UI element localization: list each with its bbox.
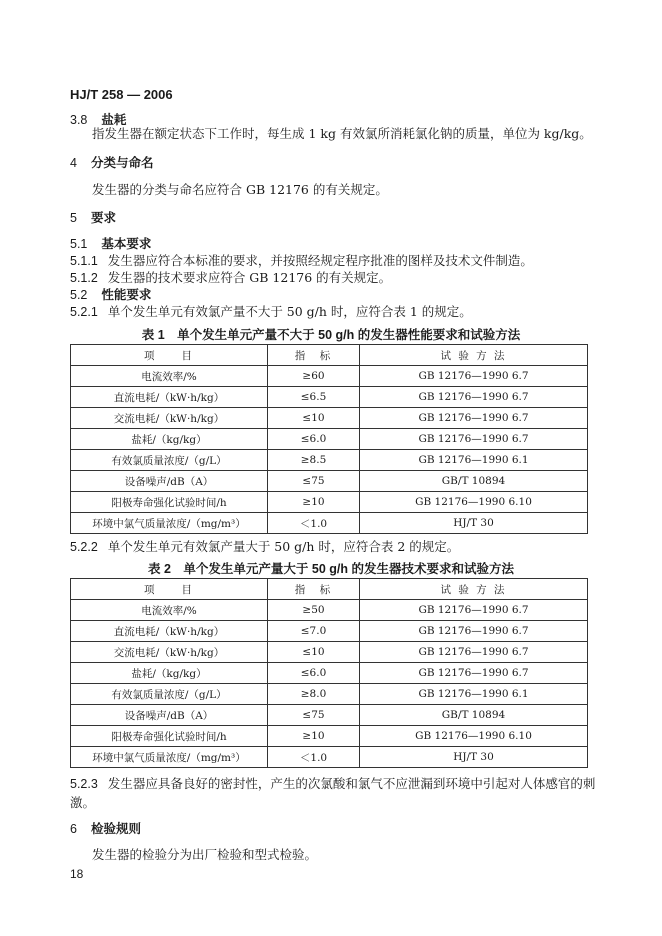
section-3-8-text: 指发生器在额定状态下工作时，每生成 1 kg 有效氯所消耗氯化钠的质量，单位为 kg/kg。 (92, 126, 592, 141)
method-cell: GB/T 10894 (360, 705, 588, 726)
section-text: 发生器应符合本标准的要求，并按照经规定程序批准的图样及技术文件制造。 (107, 253, 533, 268)
section-5-2-2 (70, 537, 459, 555)
section-title: 要求 (90, 211, 116, 225)
section-number: 5.1.1 (70, 254, 98, 268)
table-row (71, 366, 588, 387)
method-cell: GB 12176—1990 6.7 (360, 600, 588, 621)
value-cell: ＜1.0 (268, 747, 360, 768)
item-cell: 有效氯质量浓度/（g/L） (71, 684, 268, 705)
section-5-2-3 (70, 774, 595, 792)
item-cell: 盐耗/（kg/kg） (71, 429, 268, 450)
method-cell: GB 12176—1990 6.1 (360, 684, 588, 705)
item-cell: 电流效率/% (71, 600, 268, 621)
page-number: 18 (70, 867, 84, 881)
table-header-row (71, 345, 588, 366)
method-cell: GB 12176—1990 6.10 (360, 726, 588, 747)
value-cell: ＜1.0 (268, 513, 360, 534)
section-number: 5.2.3 (70, 777, 98, 791)
table-row (71, 387, 588, 408)
section-5-2-1 (70, 302, 472, 320)
item-cell: 直流电耗/（kW·h/kg） (71, 621, 268, 642)
item-cell: 阳极寿命强化试验时间/h (71, 726, 268, 747)
table-row (71, 471, 588, 492)
table-row (71, 450, 588, 471)
table-row (71, 642, 588, 663)
section-number: 4 (70, 156, 77, 170)
value-cell: ≤75 (268, 705, 360, 726)
table-row (71, 705, 588, 726)
method-cell: GB 12176—1990 6.7 (360, 366, 588, 387)
section-4-text: 发生器的分类与命名应符合 GB 12176 的有关规定。 (92, 182, 388, 197)
column-header: 指 标 (268, 345, 360, 366)
value-cell: ≥8.5 (268, 450, 360, 471)
table-row (71, 492, 588, 513)
method-cell: GB 12176—1990 6.7 (360, 663, 588, 684)
value-cell: ≥50 (268, 600, 360, 621)
table-row (71, 429, 588, 450)
method-cell: GB 12176—1990 6.7 (360, 429, 588, 450)
section-title: 盐耗 (101, 113, 127, 127)
section-5-1-1 (70, 251, 533, 269)
item-cell: 电流效率/% (71, 366, 268, 387)
item-cell: 有效氯质量浓度/（g/L） (71, 450, 268, 471)
table-row (71, 726, 588, 747)
method-cell: HJ/T 30 (360, 513, 588, 534)
value-cell: ≥8.0 (268, 684, 360, 705)
section-text: 发生器应具备良好的密封性，产生的次氯酸和氯气不应泄漏到环境中引起对人体感官的刺 (107, 776, 596, 791)
item-cell: 交流电耗/（kW·h/kg） (71, 642, 268, 663)
column-header: 试 验 方 法 (360, 579, 588, 600)
section-6-heading (70, 819, 141, 837)
section-number: 5.2.2 (70, 540, 98, 554)
item-cell: 阳极寿命强化试验时间/h (71, 492, 268, 513)
method-cell: GB/T 10894 (360, 471, 588, 492)
value-cell: ≥10 (268, 492, 360, 513)
value-cell: ≤10 (268, 642, 360, 663)
section-5-2-3-continuation: 激。 (70, 795, 96, 810)
section-number: 5.1 (70, 237, 88, 251)
item-cell: 设备噪声/dB（A） (71, 705, 268, 726)
column-header: 试 验 方 法 (360, 345, 588, 366)
table-2 (70, 578, 588, 768)
section-title: 检验规则 (90, 822, 141, 836)
section-text: 单个发生单元有效氯产量大于 50 g/h 时，应符合表 2 的规定。 (107, 539, 460, 554)
value-cell: ≥60 (268, 366, 360, 387)
value-cell: ≤75 (268, 471, 360, 492)
value-cell: ≤6.0 (268, 429, 360, 450)
table-1 (70, 344, 588, 534)
section-title: 性能要求 (101, 288, 152, 302)
table-row (71, 600, 588, 621)
method-cell: GB 12176—1990 6.7 (360, 642, 588, 663)
method-cell: GB 12176—1990 6.10 (360, 492, 588, 513)
table-row (71, 408, 588, 429)
table-header-row (71, 579, 588, 600)
section-number: 6 (70, 822, 77, 836)
table-1-caption: 表 1 单个发生单元产量不大于 50 g/h 的发生器性能要求和试验方法 (141, 328, 521, 342)
section-5-1-heading (70, 234, 151, 252)
method-cell: GB 12176—1990 6.7 (360, 408, 588, 429)
section-number: 3.8 (70, 113, 88, 127)
section-text: 单个发生单元有效氯产量不大于 50 g/h 时，应符合表 1 的规定。 (107, 304, 472, 319)
section-number: 5.2 (70, 288, 88, 302)
section-title: 分类与命名 (90, 156, 154, 170)
column-header: 项 目 (71, 345, 268, 366)
column-header: 指 标 (268, 579, 360, 600)
table-row (71, 621, 588, 642)
item-cell: 环境中氯气质量浓度/（mg/m³） (71, 513, 268, 534)
method-cell: GB 12176—1990 6.7 (360, 387, 588, 408)
method-cell: HJ/T 30 (360, 747, 588, 768)
table-2-caption: 表 2 单个发生单元产量大于 50 g/h 的发生器技术要求和试验方法 (148, 562, 514, 576)
section-5-heading (70, 208, 116, 226)
value-cell: ≤6.0 (268, 663, 360, 684)
value-cell: ≤10 (268, 408, 360, 429)
section-number: 5.1.2 (70, 271, 98, 285)
table-row (71, 513, 588, 534)
item-cell: 直流电耗/（kW·h/kg） (71, 387, 268, 408)
item-cell: 设备噪声/dB（A） (71, 471, 268, 492)
value-cell: ≤7.0 (268, 621, 360, 642)
table-row (71, 663, 588, 684)
column-header: 项 目 (71, 579, 268, 600)
method-cell: GB 12176—1990 6.1 (360, 450, 588, 471)
table-row (71, 747, 588, 768)
section-5-2-heading (70, 285, 151, 303)
section-text: 发生器的技术要求应符合 GB 12176 的有关规定。 (107, 270, 392, 285)
section-title: 基本要求 (101, 237, 152, 251)
section-5-1-2 (70, 268, 391, 286)
method-cell: GB 12176—1990 6.7 (360, 621, 588, 642)
section-number: 5 (70, 211, 77, 225)
section-number: 5.2.1 (70, 305, 98, 319)
value-cell: ≥10 (268, 726, 360, 747)
standard-code: HJ/T 258 — 2006 (70, 87, 173, 102)
value-cell: ≤6.5 (268, 387, 360, 408)
item-cell: 环境中氯气质量浓度/（mg/m³） (71, 747, 268, 768)
item-cell: 盐耗/（kg/kg） (71, 663, 268, 684)
section-6-text: 发生器的检验分为出厂检验和型式检验。 (92, 847, 318, 862)
section-4-heading (70, 153, 153, 171)
item-cell: 交流电耗/（kW·h/kg） (71, 408, 268, 429)
table-row (71, 684, 588, 705)
